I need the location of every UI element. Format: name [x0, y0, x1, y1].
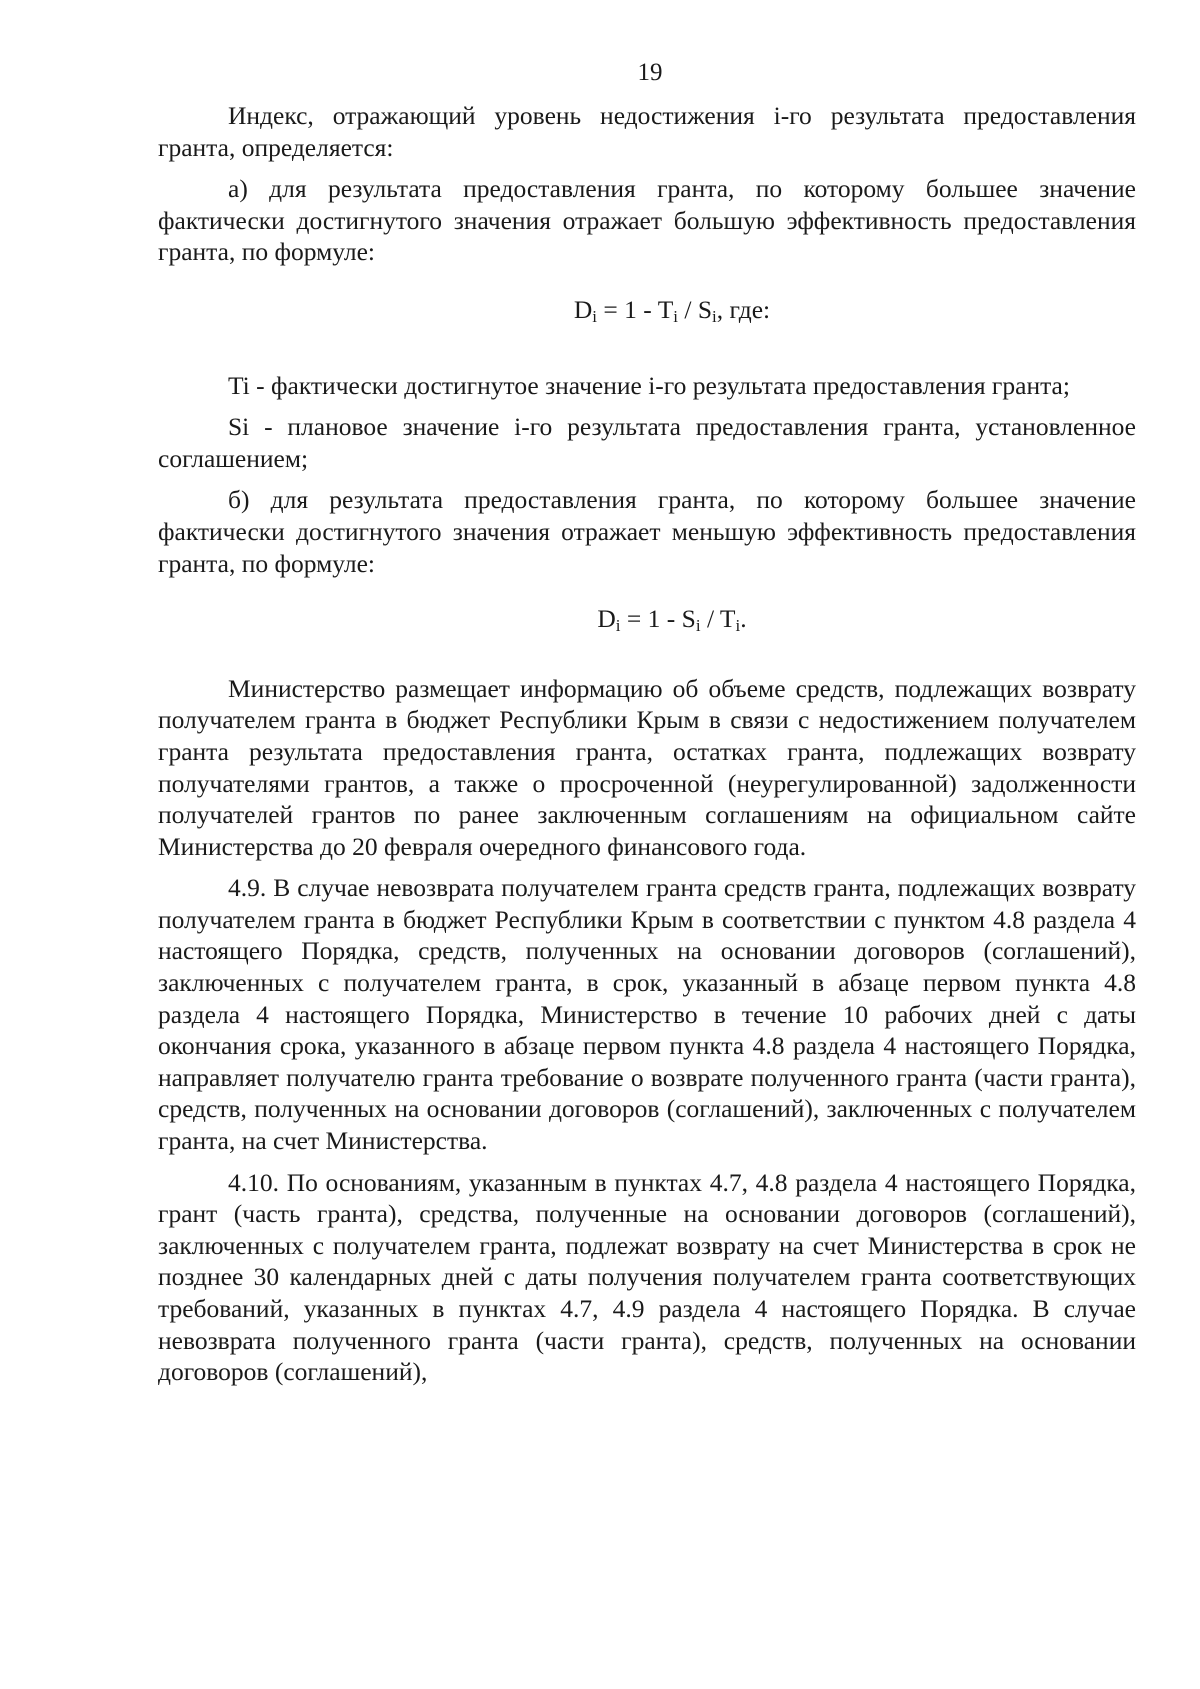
formula-case-b: $D_i = 1 - S_i / T_i$.	[597, 604, 747, 636]
paragraph-4-9: 4.9. В случае невозврата получателем гранта средств гранта, подлежащих возврату получателем гранта в бюджет Республики Крым в соответствии с пунктом 4.8 раздела 4 настоящего Порядка, средств, полученных на основании договоров (соглашений), заключенных с получателем гранта, в срок, указанный в абзаце первом пункта 4.8 раздела 4 настоящего Порядка, Министерство в течение 10 рабочих дней с даты окончания срока, указанного в абзаце первом пункта 4.8 раздела 4 настоящего Порядка, направляет получателю гранта требование о возврате полученного гранта (части гранта), средств, полученных на основании договоров (соглашений), заключенных с получателем гранта, на счет Министерства.	[158, 873, 1136, 1156]
page-number: 19	[637, 59, 663, 86]
paragraph-index-definition: Индекс, отражающий уровень недостижения i-го результата предоставления гранта, определяется:	[158, 101, 1136, 162]
paragraph-ti-definition: Ti - фактически достигнутое значение i-го результата предоставления гранта;	[228, 370, 1070, 400]
formula-case-a: $D_i = 1 - T_i / S_i$, где:	[573, 294, 771, 326]
document-body	[158, 100, 1136, 1398]
paragraph-si-definition: Si - плановое значение i-го результата предоставления гранта, установленное соглашением;	[158, 412, 1136, 473]
paragraph-case-b: б) для результата предоставления гранта, по которому большее значение фактически достигнутого значения отражает меньшую эффективность предоставления гранта, по формуле:	[158, 485, 1136, 578]
paragraph-case-a: а) для результата предоставления гранта, по которому большее значение фактически достигнутого значения отражает большую эффективность предоставления гранта, по формуле:	[158, 174, 1136, 267]
paragraph-4-10: 4.10. По основаниям, указанным в пунктах 4.7, 4.8 раздела 4 настоящего Порядка, грант (часть гранта), средства, полученные на основании договоров (соглашений), заключенных с получателем гранта, подлежат возврату на счет Министерства в срок не позднее 30 календарных дней с даты получения получателем гранта соответствующих требований, указанных в пунктах 4.7, 4.9 раздела 4 настоящего Порядка. В случае невозврата полученного гранта (части гранта), средств, полученных на основании договоров (соглашений),	[158, 1167, 1136, 1387]
paragraph-ministry-information: Министерство размещает информацию об объеме средств, подлежащих возврату получателем гранта в бюджет Республики Крым в связи с недостижением получателем гранта результата предоставления гранта, остатках гранта, подлежащих возврату получателями грантов, а также о просроченной (неурегулированной) задолженности получателей грантов по ранее заключенным соглашениям на официальном сайте Министерства до 20 февраля очередного финансового года.	[158, 673, 1136, 861]
